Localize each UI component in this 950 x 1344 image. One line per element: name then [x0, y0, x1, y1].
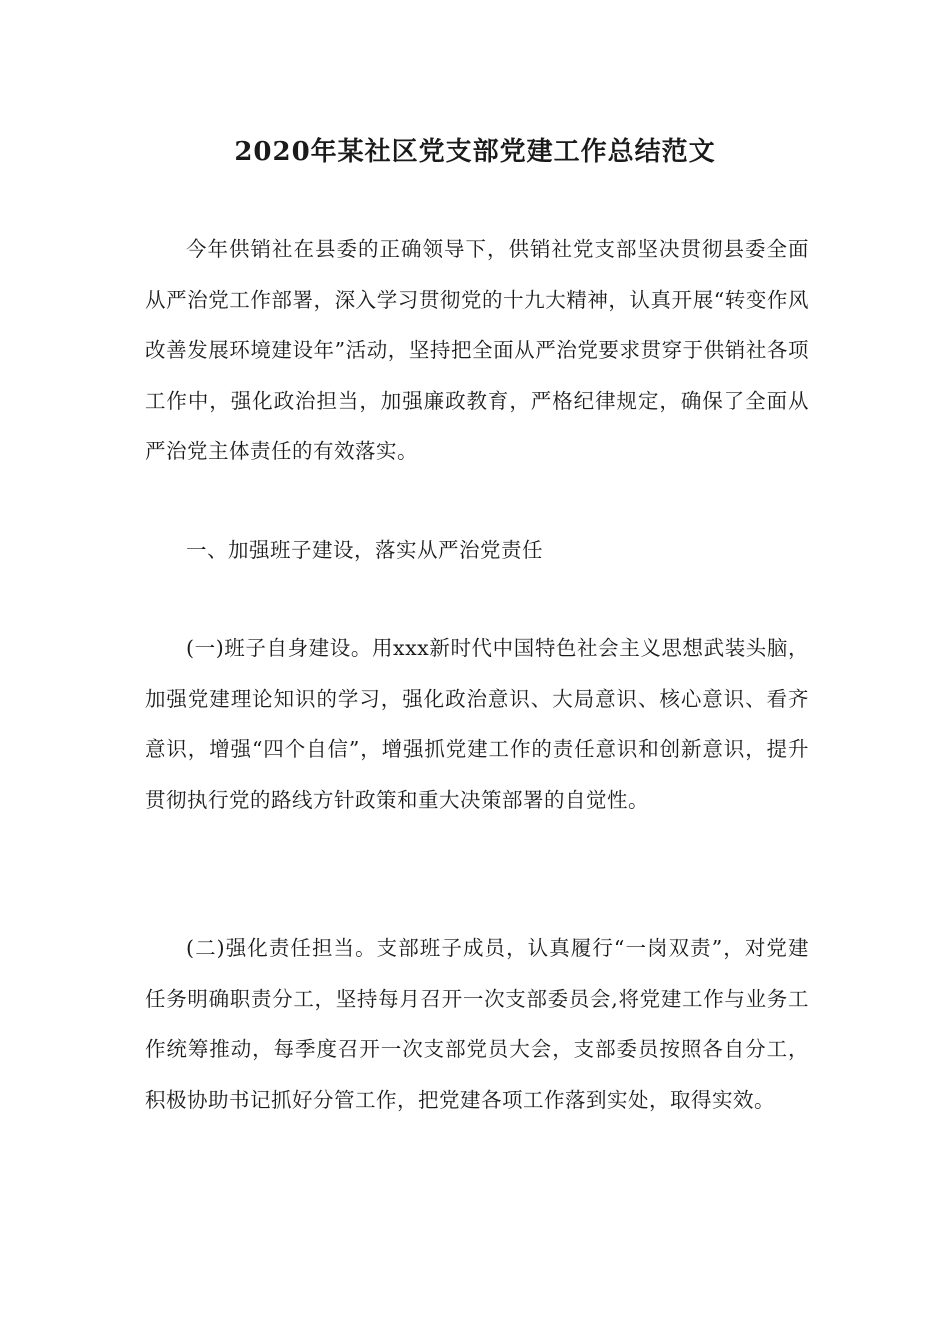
subsection-paragraph-1: (一)班子自身建设。用xxx新时代中国特色社会主义思想武装头脑，加强党建理论知识的学习，强化政治意识、大局意识、核心意识、看齐意识，增强“四个自信”，增强抓党建工作的责任意识和创新意识，提升贯彻执行党的路线方针政策和重大决策部署的自觉性。 — [145, 636, 809, 812]
section-heading-1: 一、加强班子建设，落实从严治党责任 — [186, 538, 543, 562]
intro-paragraph: 今年供销社在县委的正确领导下，供销社党支部坚决贯彻县委全面从严治党工作部署，深入学习贯彻党的十九大精神，认真开展“转变作风改善发展环境建设年”活动，坚持把全面从严治党要求贯穿于供销社各项工作中，强化政治担当，加强廉政教育，严格纪律规定，确保了全面从严治党主体责任的有效落实。 — [145, 237, 809, 463]
document-title: 2020年某社区党支部党建工作总结范文 — [234, 137, 716, 167]
subsection-paragraph-2: (二)强化责任担当。支部班子成员，认真履行“一岗双责”，对党建任务明确职责分工，坚持每月召开一次支部委员会,将党建工作与业务工作统筹推动，每季度召开一次支部党员大会，支部委员按照各自分工，积极协助书记抓好分管工作，把党建各项工作落到实处，取得实效。 — [145, 936, 809, 1112]
